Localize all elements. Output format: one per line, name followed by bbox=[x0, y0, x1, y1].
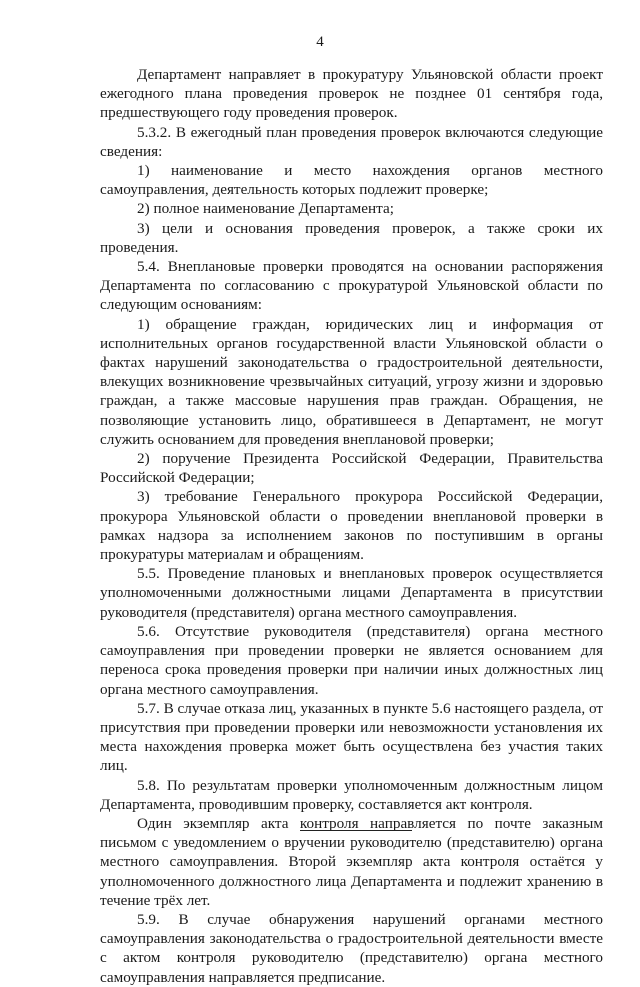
paragraph: 5.6. Отсутствие руководителя (представителя) органа местного самоуправления при проведении проверки не является основанием для переноса срока проведения проверки при наличии иных должностных лиц органа местного самоуправления. bbox=[100, 622, 603, 698]
closing-rule bbox=[300, 830, 412, 831]
paragraph: 5.9. В случае обнаружения нарушений органами местного самоуправления законодательства о градостроительной деятельности вместе с актом контроля руководителю (представителю) органа местного самоуправления направляется предписание. bbox=[100, 910, 603, 986]
paragraph: 3) цели и основания проведения проверок, а также сроки их проведения. bbox=[100, 219, 603, 256]
paragraph: 2) поручение Президента Российской Федерации, Правительства Российской Федерации; bbox=[100, 450, 603, 487]
paragraph: 5.4. Внеплановые проверки проводятся на основании распоряжения Департамента по согласованию с прокуратурой Ульяновской области по следующим основаниям: bbox=[100, 258, 603, 314]
page-number: 4 bbox=[316, 34, 324, 50]
paragraph: 1) обращение граждан, юридических лиц и информация от исполнительных органов государственной власти Ульяновской области о фактах нарушений законодательства о градостроительной деятельности, влекущих возникновение чрезвычайных ситуаций, угрозу жизни и здоровью граждан, а также массовые нарушения прав граждан. Обращения, не позволяющие установить лицо, обратившееся в Департамент, не могут служить основанием для проведения внеплановой проверки; bbox=[100, 315, 603, 448]
document-body bbox=[100, 65, 603, 987]
paragraph: Департамент направляет в прокуратуру Ульяновской области проект ежегодного плана проведения проверок не позднее 01 сентября года, предшествующего году проведения проверок. bbox=[100, 66, 603, 122]
paragraph: 5.5. Проведение плановых и внеплановых проверок осуществляется уполномоченными должностными лицами Департамента в присутствии руководителя (представителя) органа местного самоуправления. bbox=[100, 565, 603, 621]
paragraph: 5.3.2. В ежегодный план проведения проверок включаются следующие сведения: bbox=[100, 123, 603, 160]
paragraph: 5.8. По результатам проверки уполномоченным должностным лицом Департамента, проводившим проверку, составляется акт контроля. bbox=[100, 776, 603, 813]
paragraph: 5.7. В случае отказа лиц, указанных в пункте 5.6 настоящего раздела, от присутствия при проведении проверки или невозможности установления их места нахождения проверка может быть осуществлена без участия таких лиц. bbox=[100, 699, 603, 775]
paragraph: 2) полное наименование Департамента; bbox=[137, 200, 394, 218]
paragraph: 1) наименование и место нахождения органов местного самоуправления, деятельность которых подлежит проверке; bbox=[100, 162, 603, 199]
paragraph: 3) требование Генерального прокурора Российской Федерации, прокурора Ульяновской области о проведении внеплановой проверки в рамках надзора за исполнением законов по поступившим в органы прокуратуры материалам и обращениям. bbox=[100, 488, 603, 564]
paragraph: Один экземпляр акта контроля направляется по почте заказным письмом с уведомлением о вручении руководителю (представителю) органа местного самоуправления. Второй экземпляр акта контроля остаётся у уполномоченного должностного лица Департамента и подлежит хранению в течение трёх лет. bbox=[100, 814, 603, 909]
